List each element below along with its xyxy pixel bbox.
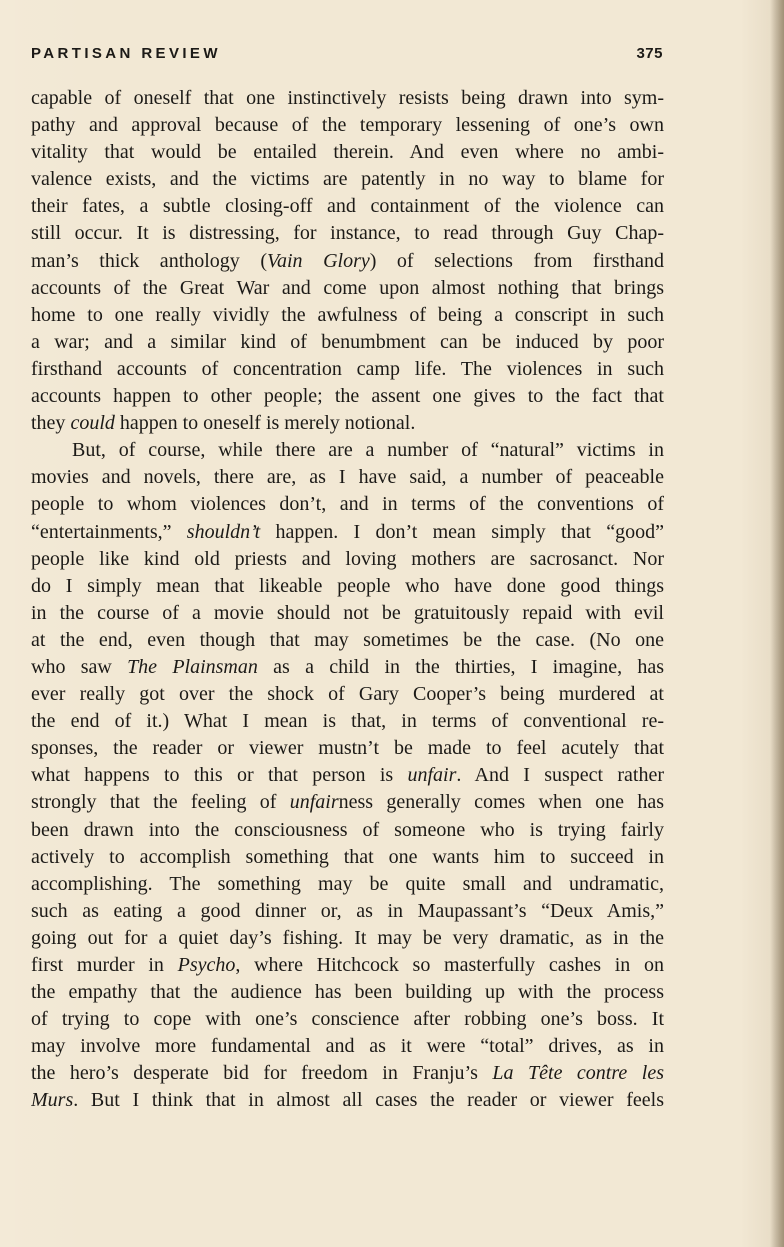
text-line: accounts happen to other people; the assent one gives to the fact that <box>31 385 664 408</box>
spine-shadow <box>770 0 784 1247</box>
text-line: valence exists, and the victims are patently in no way to blame for <box>31 168 664 191</box>
text-line: vitality that would be entailed therein. And even where no ambi- <box>31 141 664 164</box>
text-line: what happens to this or that person is unfair. And I suspect rather <box>31 764 664 787</box>
body-text <box>31 85 664 1115</box>
text-line: at the end, even though that may sometimes be the case. (No one <box>31 628 664 651</box>
text-line: in the course of a movie should not be gratuitously repaid with evil <box>31 601 664 624</box>
text-line: they could happen to oneself is merely notional. <box>31 412 416 435</box>
text-line: sponses, the reader or viewer mustn’t be made to feel acutely that <box>31 737 664 760</box>
text-line: accomplishing. The something may be quite small and undramatic, <box>31 872 664 895</box>
text-line: people like kind old priests and loving mothers are sacrosanct. Nor <box>31 547 664 570</box>
text-line: actively to accomplish something that one wants him to succeed in <box>31 845 664 868</box>
text-line: movies and novels, there are, as I have said, a number of peaceable <box>31 466 664 489</box>
text-line: ever really got over the shock of Gary Cooper’s being murdered at <box>31 683 664 706</box>
text-line: a war; and a similar kind of benumbment can be induced by poor <box>31 330 664 353</box>
text-line: first murder in Psycho, where Hitchcock so masterfully cashes in on <box>31 954 664 976</box>
text-line: capable of oneself that one instinctively resists being drawn into sym- <box>31 87 664 109</box>
text-line: the hero’s desperate bid for freedom in Franju’s La Tête contre les <box>31 1062 664 1085</box>
text-line: going out for a quiet day’s fishing. It may be very dramatic, as in the <box>31 926 664 949</box>
text-line: such as eating a good dinner or, as in Maupassant’s “Deux Amis,” <box>31 899 664 922</box>
page-header <box>31 44 663 68</box>
text-line: of trying to cope with one’s conscience after robbing one’s boss. It <box>31 1008 664 1031</box>
running-head: PARTISAN REVIEW <box>31 45 221 62</box>
text-line: people to whom violences don’t, and in terms of the conventions of <box>31 493 664 516</box>
text-line: pathy and approval because of the temporary lessening of one’s own <box>31 114 664 137</box>
text-line: But, of course, while there are a number of “natural” victims in <box>72 439 664 462</box>
text-line: strongly that the feeling of unfairness generally comes when one has <box>31 791 664 814</box>
text-line: man’s thick anthology (Vain Glory) of selections from firsthand <box>31 249 664 272</box>
text-line: home to one really vividly the awfulness of being a conscript in such <box>31 303 664 326</box>
page-number: 375 <box>636 45 663 62</box>
text-line: firsthand accounts of concentration camp life. The violences in such <box>31 357 664 380</box>
text-line: who saw The Plainsman as a child in the thirties, I imagine, has <box>31 655 664 678</box>
text-line: accounts of the Great War and come upon almost nothing that brings <box>31 276 664 299</box>
text-line: the end of it.) What I mean is that, in terms of conventional re- <box>31 710 664 733</box>
text-line: do I simply mean that likeable people who have done good things <box>31 574 664 597</box>
paragraph-2 <box>31 437 664 1114</box>
text-line: still occur. It is distressing, for instance, to read through Guy Chap- <box>31 222 664 245</box>
text-line: may involve more fundamental and as it were “total” drives, as in <box>31 1035 664 1058</box>
text-line: the empathy that the audience has been building up with the process <box>31 981 664 1004</box>
text-line: been drawn into the consciousness of someone who is trying fairly <box>31 818 664 841</box>
text-line: their fates, a subtle closing-off and containment of the violence can <box>31 195 664 218</box>
paragraph-1 <box>31 85 664 437</box>
text-line: Murs. But I think that in almost all cases the reader or viewer feels <box>31 1089 664 1112</box>
text-line: “entertainments,” shouldn’t happen. I don’t mean simply that “good” <box>31 520 664 543</box>
